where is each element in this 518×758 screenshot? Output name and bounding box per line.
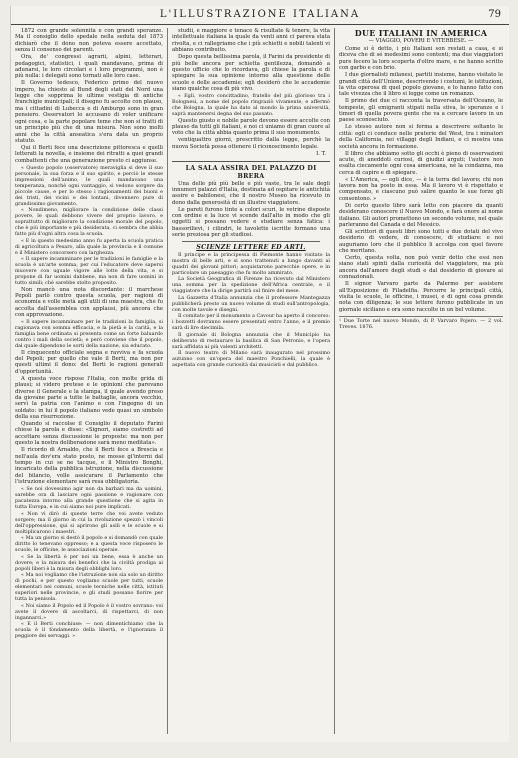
section-divider bbox=[172, 161, 330, 162]
quoted-block bbox=[15, 165, 163, 287]
paragraph: ventiquattro giorni, prescritto dalla legge, perchè la nuova Società possa ottenere il riconoscimento legale. bbox=[172, 137, 330, 150]
paragraph: « Questo popolo (osservatore) meraviglia si deve il suo personale, la sua forza e il suo spirito, e perciò le stesse impressioni dell'animo, le quali mandavano una temperanza, nonchè ogni vantaggio, si vedono sorgere da piccole cause, e per lo stesso i ragionamenti dei buoni e dei tristi, dei vicini e dei lontani, divennero pure di grandissimo giovamento. bbox=[15, 164, 163, 207]
section-title-scienze: SCIENZE LETTERE ED ARTI. bbox=[196, 243, 306, 251]
paragraph: Le pareti furono tinte a colori scuri, le vetrine disposte con ordine e la luce vi scende dall'alto in modo che gli oggetti si possano vedere e studiare senza fatica: i bassorilievi, i cilindri, le tavolette iscritte formano una serie preziosa per gli studiosi. bbox=[172, 206, 330, 239]
paragraph: Il primo dei due ci racconta la traversata dell'Oceano, le tempeste, gli emigranti stipati nella stiva, le speranze e i timori di quella povera gente che va a cercare lavoro in un paese sconosciuto. bbox=[339, 98, 503, 124]
paragraph: Il ricordo di Arnaldo, che il Berti fece a Brescia e nell'aula dov'era stato posto, ne mosse gl'interni dal tempo in cui se ne tacque, e il Ministro Bonghi, incaricato della pubblica istruzione, nella discussione del bilancio, volle assicurare il Parlamento che l'istruzione elementare sarà resa obbligatoria. bbox=[15, 447, 163, 486]
paragraph: Il comitato per il monumento a Cavour ha aperto il concorso: i bozzetti dovranno essere presentati entro l'anno, e il premio sarà di lire diecimila. bbox=[172, 313, 330, 332]
paragraph: Il signor Varvaro parte da Palermo per assistere all'Esposizione di Filadelfia. Percorre le principali città, visita le scuole, le officine, i musei, e di ogni cosa prende nota con diligenza; le sue lettere furono pubblicate in un giornale siciliano e ora sono raccolte in un bel volume. bbox=[339, 281, 503, 313]
column-2 bbox=[172, 28, 330, 734]
footnote: ¹ Due Torte nel nuovo Mondo, di P. Varvaro Pojero. — 2 vol. Treves. 1876. bbox=[339, 318, 503, 331]
paragraph: Il libro che abbiamo sotto gli occhi è pieno di osservazioni acute, di aneddoti curiosi, di giudizi arguti; l'autore non esalta ciecamente ogni cosa americana, nè la condanna, ma cerca di capire e di spiegare. bbox=[339, 150, 503, 176]
paragraph: « Ma noi vogliamo che l'istruzione non sia solo un diritto di pochi, e per questo vogliamo scuole per tutti, scuole elementari nei comuni, scuole tecniche nelle città, istituti superiori nelle provincie, e gli studi possano fiorire per tutta la penisola. bbox=[15, 572, 163, 603]
paragraph: Certo, questa volta, non può venir detto che essi non siano stati spinti dalla curiosità del viaggiatore, ma più ancora dall'amore degli studi e dal desiderio di giovare ai connazionali. bbox=[339, 255, 503, 281]
quoted-block bbox=[15, 319, 163, 349]
paragraph: Ora, de' congressi agrarii, alpini, letterari, pedagogici, statistici, i quali mandavano, prima di adunarsi, le loro circolari e i loro programmi, non è più nulla: i delegati sono tornati alle loro case. bbox=[15, 54, 163, 80]
page-header bbox=[11, 6, 509, 25]
paragraph: « E in questo medesimo anno fu aperta la scuola pratica di agricoltura a Pesaro, alla quale la provincia e il comune e il Ministero concorsero con larghezza. bbox=[15, 237, 163, 256]
paragraph: Il cinquecento officiale segna e ravviva e fa scuola del Pepoli; per quello che vale il Berti, ma non per questi ultimi il dono: del Berti le ragioni generali d'opportunità. bbox=[15, 349, 163, 375]
paragraph: studii, e maggiore e tenace & risultate & tenere, la vita intellettuale italiana la quale da venti anni ci pareva stata rivolta, e ci rallegriamo che i più schietti e nobili talenti vi abbiano contribuito. bbox=[172, 28, 330, 54]
masthead-title: L'ILLUSTRAZIONE ITALIANA bbox=[159, 9, 361, 20]
paragraph: Gli scrittori di questi libri sono tutti e due dotati del vivo desiderio di vedere, di conoscere, di studiare: e noi auguriamo loro che il pubblico li accolga con quel favore che meritano. bbox=[339, 228, 503, 255]
paragraph: Il Governo tedesco, Federico primo del nuovo impero, ha chiesto al Bund degli stati del Nord una legge che sopprima le ultime vestigia di antiche franchigie municipali; il disegno fu accolto con plauso, ma i cittadini di Lubecca e di Amburgo sono in gran pensiero. Osservatori lo accusano di voler unificare ogni cosa, e la parte popolare teme che non si tratti di un principio più che di una misura. Non sono molti anni che la città anseatica s'era data un proprio statuto. bbox=[15, 80, 163, 144]
paragraph: Una delle più più belle e più vaste, tra le sale degli innumeri palazzi d'Italia, destinata ad ospitare le antichità assire e babilonesi, che il nostro Museo ha ricevuto in dono dalla generosità di un illustre viaggiatore. bbox=[172, 180, 330, 206]
column-rule-left bbox=[167, 28, 168, 734]
page-number: 79 bbox=[488, 9, 501, 20]
quoted-block bbox=[15, 486, 163, 639]
paragraph: « Se la libertà è per noi un bene, essa è anche un dovere; e la misura dei benefici che la civiltà prodiga ai popoli liberi è la misura degli obblighi loro. bbox=[15, 553, 163, 572]
paragraph: I due giornalisti milanesi, partiti insieme, hanno visitato le grandi città dell'Unione, descrivendo i costumi, le istituzioni, la vita operosa di quel popolo giovane, e lo hanno fatto con tale vivezza che il libro si legge come un romanzo. bbox=[339, 72, 503, 98]
article-title: DUE ITALIANI IN AMERICA bbox=[354, 28, 488, 38]
paragraph: Qui il Berti fece una descrizione pittoresca e quelli letterati la novella, e insieme dei ritratti a quei grandi combattenti che una generazione presto ci aggiunse. bbox=[15, 144, 163, 164]
column-1 bbox=[15, 28, 163, 734]
paragraph: « L'America, — egli dice, — è la terra del lavoro; chi non lavora non ha posto in essa. Ma il lavoro vi è rispettato e compensato, e ciascuno può salire quanto le sue forze gli consentono. » bbox=[339, 176, 503, 202]
paragraph: Il giornale di Bologna annunzia che il Municipio ha deliberato di restaurare la basilica di San Petronio, e l'opera sarà affidata ai più valenti architetti. bbox=[172, 331, 330, 350]
paragraph: Di certo questo libro sarà letto con piacere da quanti desiderano conoscere il Nuovo Mondo, e farà onore al nome italiano. Gli autori promettono un secondo volume, nel quale parleranno del Canada e del Messico. bbox=[339, 202, 503, 228]
paragraph: La Gazzetta d'Italia annunzia che il professore Mantegazza pubblicherà presto un nuovo volume di studi sull'antropologia, con molte tavole e disegni. bbox=[172, 294, 330, 313]
quoted-block bbox=[172, 93, 330, 117]
paragraph: Lo stesso autore non si ferma a descrivere soltanto le città: egli ci conduce nelle praterie del West, tra i minatori della California, nei villaggi degli Indiani, e ci mostra una società ancora in formazione. bbox=[339, 124, 503, 150]
section-divider bbox=[182, 241, 320, 242]
paragraph: Il principe e la principessa di Piemonte hanno visitato la mostra di belle arti, e si sono trattenuti a lungo davanti ai quadri dei giovani pittori; acquistarono parecchie opere, e in particolare un paesaggio che fu molto ammirato. bbox=[172, 251, 330, 276]
news-block bbox=[172, 252, 330, 369]
paragraph: « Noi siamo il Popolo ed il Popolo è il vostro sovrano: voi avete il dovere di ascoltarci, di rispettarci, di non ingannarci.» bbox=[15, 602, 163, 621]
paragraph: « Nondimeno, migliorare la condizione delle classi povere, le quali debbono vivere del proprio lavoro, e soprattutto di migliorare la condizione morale del popolo, che è più importante e più desiderata, ci sembra che abbia fatto più d'ogni altra cosa la scuola. bbox=[15, 207, 163, 238]
paragraph: Come si è detto, i più Italiani son restati a casa, e si diceva che di sé medesimi sono contenti; ma due viaggiatori pure fecero la loro scoperta d'oltre mare, e ne hanno scritto con garbo e con brio. bbox=[339, 46, 503, 72]
section-title-sala-assira: LA SALA ASSIRA DEL PALAZZO DI BRERA bbox=[185, 164, 317, 180]
article-subtitle: — VIAGGIO, POVERI E VITERBESE. — bbox=[368, 38, 474, 44]
paragraph: 1872 con grande solennità e con grandi speranze. Ma il consiglio dello spedale nella seduta del 1873 dichiarò che il dono non poteva essere accettato, senza il consenso dei parenti. bbox=[15, 28, 163, 54]
paragraph: « Ma un giorno si destò il popolo e si domandò con quale diritto lo tenevano oppresso; e a questa voce risposero le scuole, le officine, le associazioni operaie. bbox=[15, 535, 163, 554]
paragraph: Quando si raccolse il Consiglio il deputato Farini chiese la parola e disse: «Signori, siamo costretti ad accettare senza discussione le proposte: ma non per questo la nostra deliberazione sarà meno meditata». bbox=[15, 421, 163, 447]
signature: I. T. bbox=[316, 151, 326, 158]
paragraph: A questa voce rispose l'Italia, con molte grida di plausi; si videro pretese e le opinioni che parevano diverse il Generale e la stampa, il quale avendo preso da giovane parte a tutte le battaglie, ancora vecchio, servì la patria con l'animo e con l'ingegno di un soldato: in lui il popolo italiano vede quasi un simbolo della sua risurrezione. bbox=[15, 375, 163, 421]
paragraph: Dopo questa bellissima parola, il Farini da presidente di più belle ancora per schietta gentilezza, domandò a questo ufficio che lo ricordava, gli chiese la parola e di spiegare la sua opinione intorno alla questione delle scuole e delle accademie; egli desiderò che le accademie siano qualche cosa di più vivo. bbox=[172, 54, 330, 93]
paragraph: « Il sapere incamminare per le tradizioni le famiglie e la scuola è un'arte somma, per cui l'educatore deve sapersi muovere con uguale vigore alle lotte della vita, e si propone di far uomini dabbene, ma non di fare uomini in tutto simili; ché sarebbe stolto proposito. bbox=[15, 256, 163, 287]
paragraph: « Egli, vostro concittadino, fratello del più glorioso tra i Bolognesi, a nome del popolo ringraziò vivamente, e affermò che Bologna, la quale ha dato al mondo la prima università, saprà mantenersi degna del suo passato. bbox=[172, 93, 330, 118]
column-rule-right bbox=[334, 28, 335, 734]
paragraph: La Società Geografica di Firenze ha ricevuto dal Ministero una somma per la spedizione dell'Africa centrale, e il viaggiatore che la dirige partirà sul finire del mese. bbox=[172, 276, 330, 295]
paragraph: Questo giusto e nobile parole devono essere accolte con plauso da tutti gli italiani, e noi ci uniamo di gran cuore al voto che la città abbia quanto prima il suo monumento. bbox=[172, 117, 330, 137]
paragraph: Non mancò una nota discordante: il marchese Pepoli parlò contro questa scuola, per ragioni di economia e volle metà agli utili di una maestra, che fu accolta dall'assemblea con applausi, più ancora che con approvazione. bbox=[15, 286, 163, 319]
paragraph: « Il sapere incamminare per le tradizioni la famiglia, si ragionava con somma efficacia, e la pietà e la carità, e la famiglia bene ordinata si presenta come un forte baluardo contro i mali della società; e però conviene che il popolo, dal quale dipendono le sorti della nazione, sia educato. bbox=[15, 319, 163, 350]
paragraph: Il nuovo teatro di Milano sarà inaugurato nel prossimo autunno con un'opera del maestro Ponchielli, la quale è aspettata con grande curiosità dai musicisti e dal pubblico. bbox=[172, 350, 330, 369]
newspaper-page bbox=[10, 6, 509, 742]
paragraph: « Se noi dovessimo agir non da barbari ma da uomini, sarebbe ora di lasciare ogni passione e ragionare con pacatezza intorno alla grande questione che si agita in tutta Europa, e in cui siamo noi pure implicati. bbox=[15, 486, 163, 511]
paragraph: « Non vi dirò di queste terre che voi avete veduto sorgere; ma il giorno in cui la rivoluzione spezzò i vincoli dell'oppressione, qui si aprirono gli asili e le scuole e si moltiplicarono i maestri. bbox=[15, 510, 163, 535]
paragraph: « E il Berti conchiuse: — non dimentichiamo che la scuola è il fondamento della libertà, e l'ignoranza il peggiore dei servaggi. » bbox=[15, 621, 163, 640]
column-3 bbox=[339, 28, 503, 734]
